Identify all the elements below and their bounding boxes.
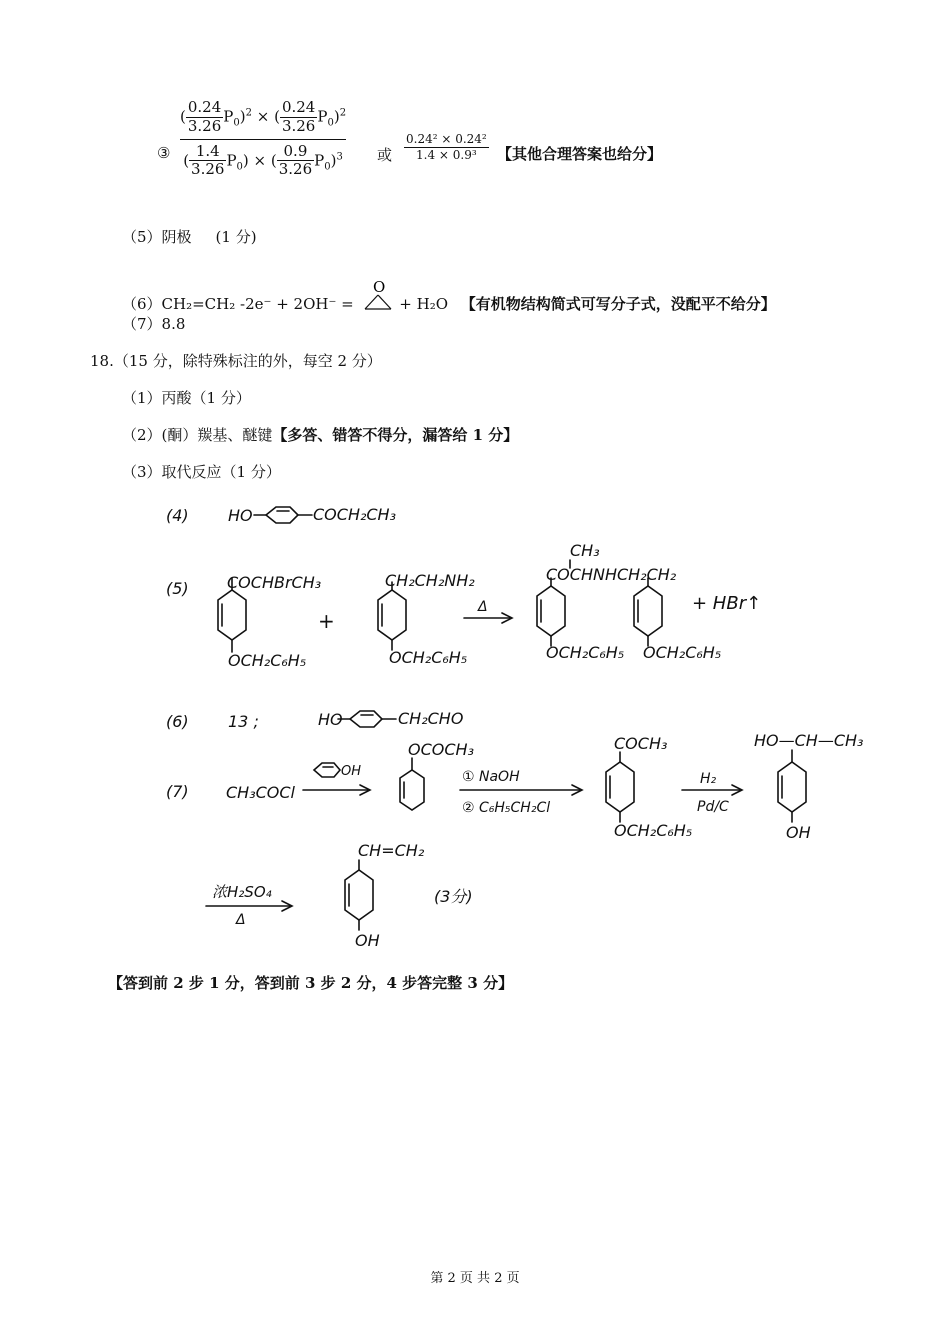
p5-r1-top: COCHBrCH₃	[227, 573, 322, 592]
p7-label: (7)	[166, 782, 189, 801]
epoxide-structure	[361, 279, 395, 317]
q18-part1: （1）丙酸（1 分）	[122, 389, 251, 407]
q18-part2: （2）(酮）羰基、醚键【多答、错答不得分，漏答给 1 分】	[122, 426, 519, 444]
kp-numerator: ( $\frac{0.24}{3.26}$ $P_0)^2$ × ( $\frac{0.24}{3.26}$ $P_0)^2$	[180, 100, 346, 140]
p7-score: (3分)	[434, 887, 473, 906]
svg-text:O: O	[372, 279, 385, 296]
p5-r2-top: CH₂CH₂NH₂	[385, 571, 475, 590]
p6-right: CH₂CHO	[398, 709, 464, 728]
p6-count: 13 ;	[228, 712, 259, 731]
p7-reagent1: OH	[341, 764, 362, 779]
p7-step2a: ① NaOH	[462, 769, 520, 785]
part3-marker: ③	[157, 144, 171, 162]
p6-label: (6)	[166, 712, 189, 731]
p5-p-bot2: OCH₂C₆H₅	[643, 643, 722, 662]
p6-left: HO	[318, 710, 343, 729]
p7-int2-top: COCH₃	[614, 734, 668, 753]
q18-header: 18.（15 分，除特殊标注的外，每空 2 分）	[90, 352, 382, 370]
p7-final-bot: OH	[355, 931, 380, 950]
alt-note: 【其他合理答案也给分】	[497, 145, 663, 163]
q18-final-note: 【答到前 2 步 1 分，答到前 3 步 2 分，4 步答完整 3 分】	[108, 974, 514, 992]
p7-step2b: ② C₆H₅CH₂Cl	[462, 800, 551, 816]
p7-int3-top: HO—CH—CH₃	[754, 731, 864, 750]
q17-part5: （5）阴极 (1 分)	[122, 228, 257, 246]
p5-r1-bot: OCH₂C₆H₅	[228, 651, 307, 670]
handwritten-answers	[0, 490, 950, 970]
p7-cat: Pd/C	[697, 799, 729, 815]
p7-h2: H₂	[700, 771, 717, 787]
kp-denominator: ( $\frac{1.4}{3.26}$ $P_0$) × ( $\frac{0.9}{3.26}$ $P_0)^3$	[183, 141, 343, 179]
p7-int3-bot: OH	[786, 823, 811, 842]
page-footer: 第 2 页 共 2 页	[430, 1271, 520, 1286]
or-text: 或	[377, 146, 393, 164]
p5-p-bot1: OCH₂C₆H₅	[546, 643, 625, 662]
p4-label: (4)	[166, 506, 189, 525]
p5-plus1: +	[318, 609, 335, 633]
p4-left: HO	[228, 506, 253, 525]
p5-label: (5)	[166, 579, 189, 598]
q17-part7: （7）8.8	[122, 315, 186, 333]
q17-part6: （6）CH₂=CH₂ -2e⁻ + 2OH⁻ = O + H₂O 【有机物结构简式可写分子式，没配平不给分】	[122, 279, 776, 317]
p7-int2-bot: OCH₂C₆H₅	[614, 821, 693, 840]
p5-hbr: + HBr↑	[692, 593, 762, 614]
p5-delta: Δ	[478, 599, 488, 615]
p5-p-top: COCHNHCH₂CH₂	[546, 565, 677, 584]
p7-start: CH₃COCl	[226, 783, 295, 802]
kp-expression	[180, 100, 346, 178]
p5-p-ch3: CH₃	[570, 541, 600, 560]
p5-r2-bot: OCH₂C₆H₅	[389, 648, 468, 667]
p7-int1: OCOCH₃	[408, 740, 474, 759]
alt-fraction: $\frac{\text{0.24² × 0.24²}}{\text{1.4 × 0.9³}}$	[406, 132, 487, 162]
p4-right: COCH₂CH₃	[313, 505, 396, 524]
q18-part3: （3）取代反应（1 分）	[122, 463, 281, 481]
p7-delta: Δ	[236, 912, 246, 928]
p7-acid: 浓H₂SO₄	[212, 883, 272, 901]
p7-final-top: CH=CH₂	[358, 841, 425, 860]
